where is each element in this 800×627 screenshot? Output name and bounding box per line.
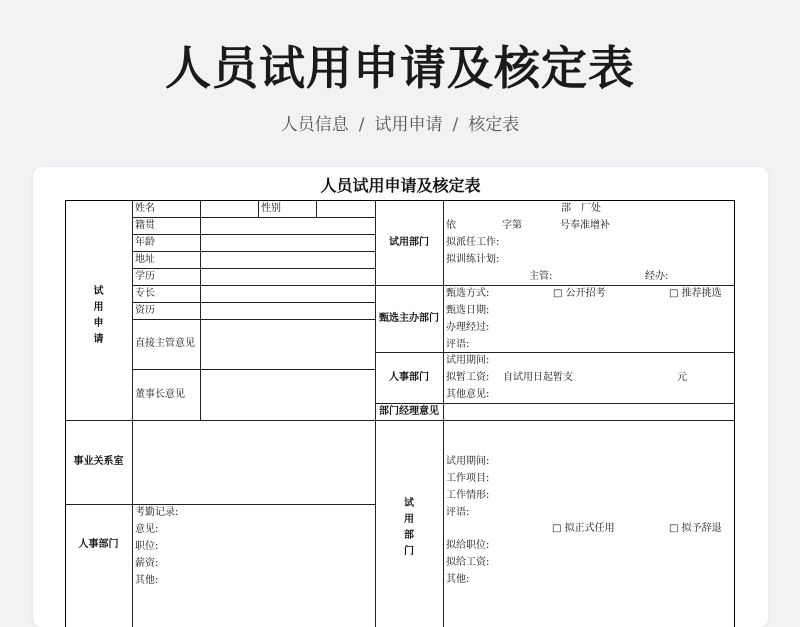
grid-line [65, 420, 375, 421]
field-label-gender: 性别 [261, 203, 281, 214]
grid-line [132, 200, 133, 627]
table-border [65, 200, 66, 627]
trial-period-label: 试用期间: [446, 355, 490, 366]
breadcrumb-item[interactable]: 试用申请 [374, 115, 443, 135]
other-label: 其他: [446, 574, 470, 585]
field-label-chairman-opinion: 董事长意见 [135, 389, 185, 400]
eval-work-items: 工作项目: [446, 473, 490, 484]
breadcrumb-separator: / [358, 115, 365, 135]
grid-line [375, 352, 735, 353]
field-input-dept-manager[interactable] [445, 404, 733, 419]
section-label-dept-manager: 部门经理意见 [379, 406, 439, 417]
field-label-education: 学历 [135, 271, 155, 282]
breadcrumb [0, 114, 800, 136]
vertical-label: 试用部门 [404, 498, 414, 557]
field-input-address[interactable] [203, 252, 373, 268]
hr-line-opinion: 意见: [135, 524, 159, 535]
field-input-business[interactable] [134, 422, 374, 503]
section-label-selection: 甄选主办部门 [379, 313, 439, 324]
ref-line-mid: 字第 [502, 220, 522, 231]
field-input-age[interactable] [203, 235, 373, 251]
section-label-business: 事业关系室 [73, 456, 124, 467]
eval-comment: 评语: [446, 507, 470, 518]
field-input-specialty[interactable] [203, 286, 373, 302]
ref-line-suffix: 号奉准增补 [560, 220, 610, 231]
page-title: 人员试用申请及核定表 [165, 41, 635, 95]
handler-label: 经办: [645, 271, 669, 282]
section-label-trial-dept-eval [375, 496, 443, 568]
grid-line [443, 200, 444, 627]
hr-line-attendance: 考勤记录: [135, 507, 179, 518]
salary-note: 自试用日起暂支 [503, 372, 573, 383]
table-border [65, 200, 735, 201]
breadcrumb-item[interactable]: 核定表 [468, 115, 520, 135]
hr-line-other: 其他: [135, 575, 159, 586]
grid-line [375, 420, 735, 421]
field-label-qualification: 资历 [135, 305, 155, 316]
other-opinion-label: 其他意见: [446, 389, 490, 400]
field-input-name[interactable] [203, 201, 257, 217]
assign-work-label: 拟派任工作: [446, 237, 500, 248]
eval-trial-period: 试用期间: [446, 456, 490, 467]
grid-line [132, 319, 375, 320]
grid-line [65, 504, 375, 505]
section-label-hr-left: 人事部门 [78, 539, 119, 550]
breadcrumb-separator: / [452, 115, 459, 135]
proposed-salary-label: 拟暂工资: [446, 372, 490, 383]
field-label-age: 年龄 [135, 237, 155, 248]
hr-line-position: 职位: [135, 541, 159, 552]
form-preview-card [33, 167, 768, 627]
section-label-trial-dept: 试用部门 [389, 237, 429, 248]
table-border [734, 200, 735, 627]
proposed-wage-label: 拟给工资: [446, 557, 490, 568]
section-label-hr-right: 人事部门 [389, 372, 429, 383]
dept-header: 部 厂处 [561, 203, 601, 214]
option-formal-hire-checkbox[interactable]: □ 拟正式任用 [552, 523, 615, 534]
option-dismiss-checkbox[interactable]: □ 拟予辞退 [669, 523, 722, 534]
handled-by-label: 办理经过: [446, 322, 490, 333]
comment-label: 评语: [446, 339, 470, 350]
hr-line-salary: 薪资: [135, 558, 159, 569]
field-input-gender[interactable] [319, 201, 374, 217]
grid-line [132, 369, 375, 370]
train-plan-label: 拟训练计划: [446, 254, 500, 265]
field-input-qualification[interactable] [203, 303, 373, 319]
selection-date-label: 甄选日期: [446, 305, 490, 316]
grid-line [316, 200, 317, 217]
document-title: 人员试用申请及核定表 [320, 176, 481, 195]
eval-work-status: 工作情形: [446, 490, 490, 501]
selection-method-label: 甄选方式: [446, 288, 490, 299]
field-label-specialty: 专长 [135, 288, 155, 299]
ref-line-prefix: 依 [446, 220, 456, 231]
field-label-supervisor-opinion: 直接主管意见 [135, 338, 195, 349]
form-table [65, 200, 735, 627]
option-public-exam-checkbox[interactable]: □ 公开招考 [553, 288, 606, 299]
field-label-address: 地址 [135, 254, 155, 265]
option-recommend-checkbox[interactable]: □ 推荐挑选 [669, 288, 722, 299]
proposed-position-label: 拟给职位: [446, 540, 490, 551]
grid-line [200, 200, 201, 420]
breadcrumb-item[interactable]: 人员信息 [280, 115, 349, 135]
field-input-supervisor-opinion[interactable] [203, 321, 373, 368]
field-input-education[interactable] [203, 269, 373, 285]
manager-label: 主管: [529, 271, 553, 282]
field-label-name: 姓名 [135, 203, 155, 214]
field-input-chairman-opinion[interactable] [203, 371, 373, 419]
vertical-label: 试用申请 [93, 286, 104, 345]
grid-line [258, 200, 259, 217]
section-label-apply [65, 284, 132, 356]
field-label-native-place: 籍贯 [135, 220, 155, 231]
field-input-native-place[interactable] [203, 218, 373, 234]
salary-unit: 元 [677, 372, 687, 383]
